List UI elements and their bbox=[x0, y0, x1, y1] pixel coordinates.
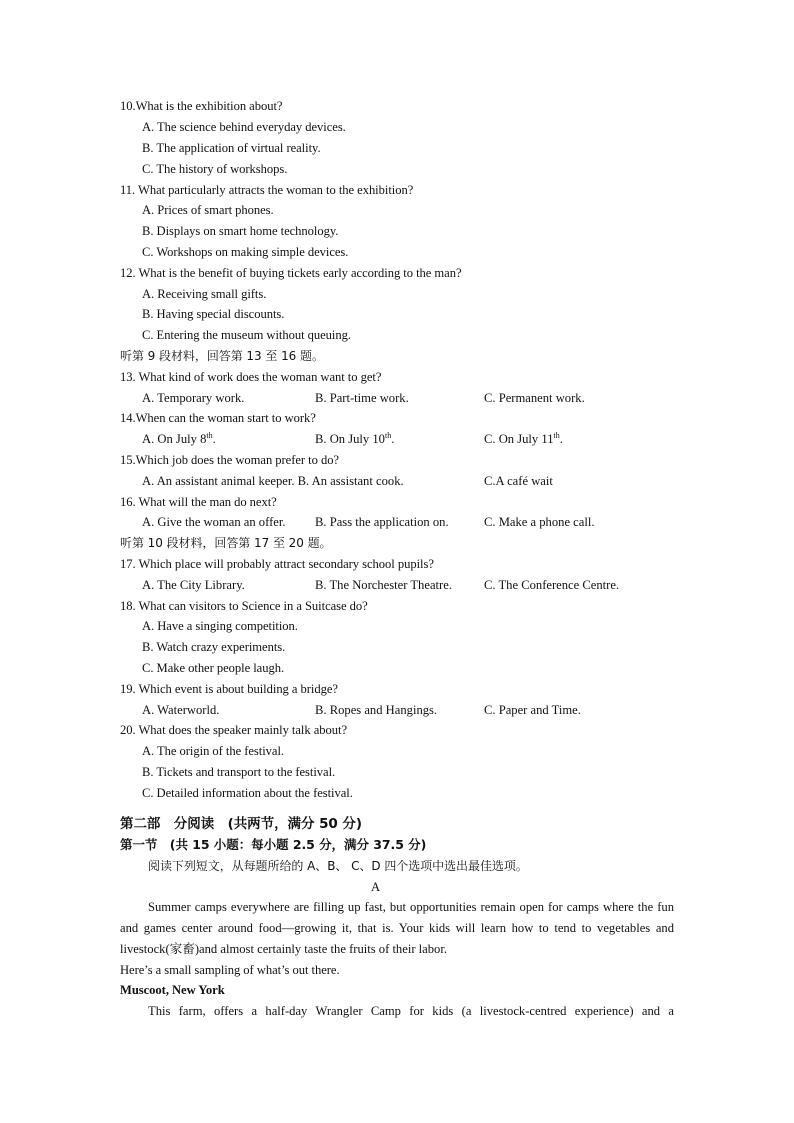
part2-subheading: 第一节 (共 15 小题：每小题 2.5 分，满分 37.5 分) bbox=[120, 837, 427, 852]
option-18b: B. Watch crazy experiments. bbox=[142, 640, 286, 654]
option-14a: A. On July 8th. bbox=[142, 431, 216, 446]
option-18c: C. Make other people laugh. bbox=[142, 661, 285, 675]
option-17a: A. The City Library. bbox=[142, 578, 245, 592]
option-11a: A. Prices of smart phones. bbox=[142, 203, 274, 217]
option-18a: A. Have a singing competition. bbox=[142, 619, 298, 633]
option-16b: B. Pass the application on. bbox=[315, 515, 449, 529]
question-19: 19. Which event is about building a bridge? bbox=[120, 682, 338, 696]
option-13b: B. Part-time work. bbox=[315, 391, 409, 405]
option-10b: B. The application of virtual reality. bbox=[142, 141, 321, 155]
section-9-instruction: 听第 9 段材料，回答第 13 至 16 题。 bbox=[120, 349, 324, 363]
option-19a: A. Waterworld. bbox=[142, 703, 220, 717]
option-16a: A. Give the woman an offer. bbox=[142, 515, 286, 529]
passage-paragraph-3: This farm, offers a half-day Wrangler Camp for kids (a livestock-centred experience) and a bbox=[148, 1004, 674, 1018]
question-10: 10.What is the exhibition about? bbox=[120, 99, 283, 113]
question-16: 16. What will the man do next? bbox=[120, 495, 277, 509]
passage-paragraph-2: Here’s a small sampling of what’s out there. bbox=[120, 963, 340, 977]
option-15c: C.A café wait bbox=[484, 474, 553, 488]
option-12c: C. Entering the museum without queuing. bbox=[142, 328, 351, 342]
option-13a: A. Temporary work. bbox=[142, 391, 245, 405]
option-12b: B. Having special discounts. bbox=[142, 307, 285, 321]
option-12a: A. Receiving small gifts. bbox=[142, 287, 267, 301]
option-10a: A. The science behind everyday devices. bbox=[142, 120, 346, 134]
question-18: 18. What can visitors to Science in a Suitcase do? bbox=[120, 599, 368, 613]
passage-paragraph-1: Summer camps everywhere are filling up fast, but opportunities remain open for camps where the fun and games center around food—growing it, that is. Your kids will learn how to tend to vegetables and livestock(家畜)and almost certainly taste the fruits of their labor. bbox=[120, 900, 674, 956]
option-11c: C. Workshops on making simple devices. bbox=[142, 245, 349, 259]
option-13c: C. Permanent work. bbox=[484, 391, 585, 405]
option-10c: C. The history of workshops. bbox=[142, 162, 288, 176]
part2-heading: 第二部 分阅读 (共两节，满分 50 分) bbox=[120, 816, 362, 832]
option-16c: C. Make a phone call. bbox=[484, 515, 595, 529]
option-19b: B. Ropes and Hangings. bbox=[315, 703, 438, 717]
option-19c: C. Paper and Time. bbox=[484, 703, 581, 717]
option-20b: B. Tickets and transport to the festival. bbox=[142, 765, 336, 779]
camp-heading: Muscoot, New York bbox=[120, 983, 225, 997]
option-14b: B. On July 10th. bbox=[315, 431, 395, 446]
option-14c: C. On July 11th. bbox=[484, 431, 563, 446]
question-12: 12. What is the benefit of buying tickets early according to the man? bbox=[120, 266, 462, 280]
reading-instruction: 阅读下列短文，从每题所给的 A、B、 C、D 四个选项中选出最佳选项。 bbox=[148, 859, 528, 873]
passage-letter: A bbox=[371, 880, 381, 894]
option-20c: C. Detailed information about the festival. bbox=[142, 786, 353, 800]
question-20: 20. What does the speaker mainly talk about? bbox=[120, 723, 347, 737]
question-15: 15.Which job does the woman prefer to do? bbox=[120, 453, 339, 467]
option-17c: C. The Conference Centre. bbox=[484, 578, 620, 592]
section-10-instruction: 听第 10 段材料，回答第 17 至 20 题。 bbox=[120, 536, 332, 550]
question-17: 17. Which place will probably attract secondary school pupils? bbox=[120, 557, 434, 571]
question-13: 13. What kind of work does the woman want to get? bbox=[120, 370, 382, 384]
option-15ab: A. An assistant animal keeper. B. An assistant cook. bbox=[142, 474, 404, 488]
option-11b: B. Displays on smart home technology. bbox=[142, 224, 339, 238]
question-11: 11. What particularly attracts the woman to the exhibition? bbox=[120, 183, 414, 197]
option-20a: A. The origin of the festival. bbox=[142, 744, 285, 758]
question-14: 14.When can the woman start to work? bbox=[120, 411, 316, 425]
option-17b: B. The Norchester Theatre. bbox=[315, 578, 452, 592]
